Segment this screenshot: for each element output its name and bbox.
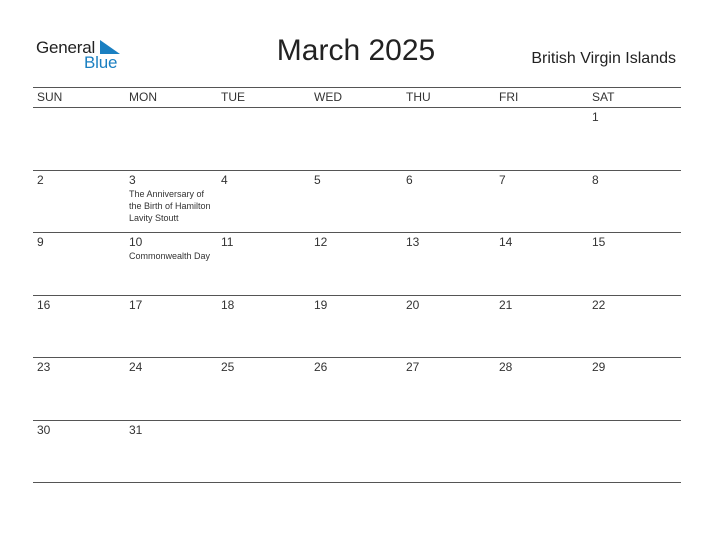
day-cell [37, 298, 127, 312]
day-cell [37, 235, 127, 249]
day-cell [37, 173, 127, 187]
day-number: 14 [499, 235, 513, 249]
weekday-sun: SUN [37, 90, 63, 104]
day-cell [592, 360, 682, 374]
week-row [33, 233, 681, 296]
day-cell [129, 235, 219, 262]
weekday-thu: THU [406, 90, 431, 104]
week-row [33, 171, 681, 234]
day-cell [499, 173, 589, 187]
weekday-mon: MON [129, 90, 157, 104]
day-cell [314, 360, 404, 374]
day-number: 2 [37, 172, 44, 187]
day-cell [592, 173, 682, 187]
weekday-sat: SAT [592, 90, 615, 104]
day-cell [129, 423, 219, 437]
day-cell [499, 235, 589, 249]
day-cell [129, 360, 219, 374]
day-cell [129, 173, 219, 224]
logo-text-blue: Blue [84, 53, 118, 72]
day-cell [221, 173, 311, 187]
week-row [33, 358, 681, 421]
day-number: 21 [499, 297, 513, 312]
day-number: 13 [406, 235, 420, 249]
day-number: 23 [37, 360, 51, 374]
weekday-tue: TUE [221, 90, 245, 104]
day-number: 19 [314, 297, 328, 312]
day-number: 25 [221, 360, 235, 374]
holiday-label: The Anniversary of the Birth of Hamilton Lavity Stoutt [129, 188, 211, 223]
holiday-label: Commonwealth Day [129, 251, 211, 261]
day-cell [129, 298, 219, 312]
day-cell [314, 173, 404, 187]
day-cell [221, 298, 311, 312]
day-number: 24 [129, 360, 143, 374]
day-number: 3 [129, 172, 136, 187]
day-cell [406, 360, 496, 374]
week-row [33, 108, 681, 171]
day-cell [406, 298, 496, 312]
day-number: 31 [129, 422, 143, 437]
day-cell [221, 360, 311, 374]
day-number: 27 [406, 360, 420, 374]
day-number: 1 [592, 110, 599, 124]
day-cell [406, 173, 496, 187]
day-number: 22 [592, 297, 606, 312]
day-number: 16 [37, 297, 51, 312]
day-number: 30 [37, 422, 51, 437]
day-number: 26 [314, 360, 328, 374]
day-cell [592, 298, 682, 312]
day-cell [314, 298, 404, 312]
day-cell [592, 110, 682, 124]
day-number: 12 [314, 235, 328, 249]
week-row [33, 421, 681, 484]
day-number: 10 [129, 235, 143, 249]
day-number: 9 [37, 235, 44, 249]
day-cell [592, 235, 682, 249]
weekday-wed: WED [314, 90, 342, 104]
day-number: 7 [499, 172, 506, 187]
weekday-header-row [33, 87, 681, 108]
day-cell [499, 360, 589, 374]
day-number: 15 [592, 235, 606, 249]
day-number: 8 [592, 172, 599, 187]
day-cell [406, 235, 496, 249]
day-number: 18 [221, 297, 235, 312]
day-number: 29 [592, 360, 606, 374]
day-number: 28 [499, 360, 513, 374]
day-cell [37, 360, 127, 374]
calendar-title: March 2025 [276, 34, 436, 67]
day-cell [221, 235, 311, 249]
day-number: 6 [406, 172, 413, 187]
day-cell [499, 298, 589, 312]
day-number: 5 [314, 172, 321, 187]
week-row [33, 296, 681, 359]
calendar-grid [33, 87, 681, 483]
day-number: 17 [129, 297, 143, 312]
day-cell [37, 423, 127, 437]
logo-text-general: General [36, 38, 96, 57]
weekday-fri: FRI [499, 90, 519, 104]
day-cell [314, 235, 404, 249]
day-number: 11 [221, 235, 234, 249]
region-name: British Virgin Islands [531, 50, 676, 67]
day-number: 20 [406, 297, 420, 312]
day-number: 4 [221, 172, 228, 187]
